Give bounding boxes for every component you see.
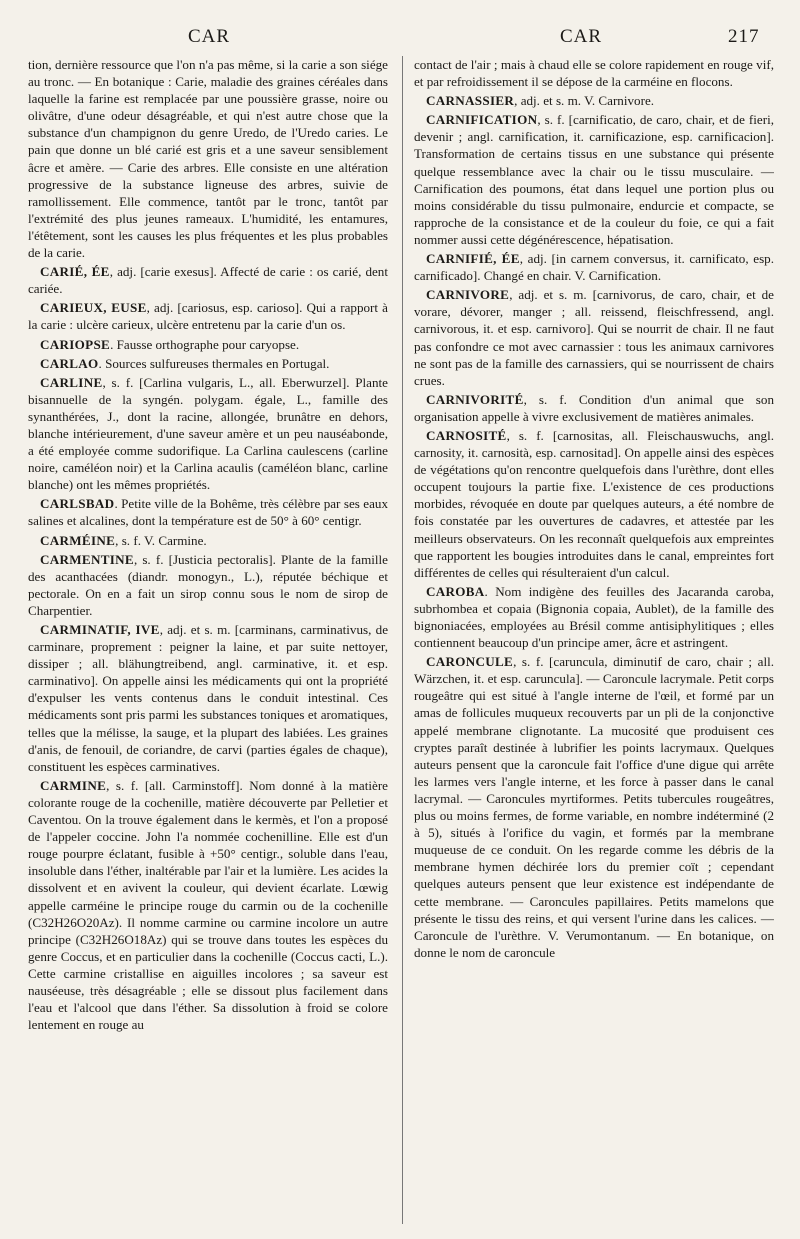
dictionary-entry (414, 427, 774, 581)
entry-headword: CARMÉINE (40, 532, 116, 548)
dictionary-entry (414, 583, 774, 651)
entry-headword: CARIOPSE (40, 336, 111, 352)
entry-text: , adj. et s. m. [carminans, carminativus, de carminare, proprement : peigner la laine, et par suite nettoyer, dissiper ; all. blähungtreibend, angl. carminative, it. et esp. carminativo]. On appelle ainsi les médicaments qui ont la propriété d'expulser les vents contenus dans le conduit intestinal. Ces médicaments sont pris parmi les substances toniques et aromatiques, telles que la mélisse, la sauge, et la plupart des labiées. Les graines d'anis, de fenouil, de coriandre, de carvi (parties égales de chaque), constituent les espèces carminatives. (28, 622, 388, 774)
running-header (0, 26, 800, 54)
dictionary-entry (28, 336, 388, 353)
entry-headword: CARONCULE (426, 654, 514, 670)
dictionary-entry (414, 653, 774, 961)
entry-text: , s. f. [all. Carminstoff]. Nom donné à la matière colorante rouge de la cochenille, matière découverte par Pelletier et Caventou. On la trouve également dans le kermès, et l'on a proposé de l'appeler coccine. John l'a nommée cochenilline. Elle est d'un rouge pourpre éclatant, fusible à +50° centigr., soluble dans l'eau, insoluble dans l'éther, inaltérable par l'air et la lumière. Les acides la dissolvent et en avivent la couleur, qui devient écarlate. Lœwig appelle carméine le principe rouge du carmin ou de la cochenille (C32H26O20Az). Il nomme carmine ou carmine incolore un autre principe (C32H26O18Az) qui se trouve dans toutes les espèces du genre Coccus, et en particulier dans la cochenille (Coccus cacti, L.). Cette carmine cristallise en aiguilles incolores ; sa saveur est nauséeuse, très désagréable ; elle se dissout plus facilement dans l'eau et l'alcool que dans l'éther. Sa dissolution à froid se colore lentement en rouge au (28, 777, 388, 1033)
dictionary-entry (414, 286, 774, 389)
entry-text: , s. f. [caruncula, diminutif de caro, chair ; all. Wärzchen, it. et esp. caruncula]. — Caroncule lacrymale. Petit corps rougeâtre qui est situé à l'angle interne de l'œil, et formé par un amas de follicules muqueux recouverts par un pli de la conjonctive appelé membrane clignotante. La mucosité que produisent ces cryptes paraît destinée à lubrifier les points lacrymaux. Quelques auteurs pensent que la caroncule fait l'office d'une digue qui arrête les larmes vers l'angle interne, et les force à passer dans le canal lacrymal. — Caroncules myrtiformes. Petits tubercules rougeâtres, plus ou moins fermes, de forme variable, en nombre indéterminé (2 à 5), situés à l'orifice du vagin, et formés par la membrane muqueuse de ce conduit. On les regarde comme les débris de la membrane hymen déchirée lors du premier coït ; cependant quelques auteurs pensent que leur existence est indépendante de cette membrane. — Caroncules papillaires. Petits mamelons que présente le tissu des reins, et qui versent l'urine dans les calices. — Caroncule de l'urèthre. V. Verumontanum. — En botanique, on donne le nom de caroncule (414, 654, 774, 960)
dictionary-entry (28, 495, 388, 529)
left-running-title: CAR (188, 26, 231, 47)
right-column (414, 56, 774, 1228)
entry-headword: CARLAO (40, 355, 99, 371)
entry-headword: CARNASSIER (426, 93, 515, 109)
entry-text: , s. f. [carnositas, all. Fleischauswuchs, angl. carnosity, it. carnosità, esp. carnositad]. On appelle ainsi des espèces de végétations qu'on rencontre quelquefois dans l'urèthre, dont elles occupent toujours la partie fixe. L'existence de ces productions morbides, révoquée en doute par quelques auteurs, a été nombre de fois constatée par les ouvertures de cadavres, et attestée par les meilleurs observateurs. On les reconnaît quelquefois aux empreintes que rapportent les bougies introduites dans le canal, empreintes fort différentes de celles qui résulteraient d'un calcul. (414, 427, 774, 580)
entry-text: . Petite ville de la Bohême, très célèbre par ses eaux salines et alcalines, dont la température est de 50° à 60° centigr. (28, 496, 388, 529)
entry-headword: CARMENTINE (40, 551, 134, 567)
dictionary-entry (414, 111, 774, 248)
entry-text: , adj. [cariosus, esp. carioso]. Qui a rapport à la carie : ulcère carieux, ulcère entretenu par la carie d'un os. (28, 300, 388, 333)
entry-text: , s. f. [carnificatio, de caro, chair, et de fieri, devenir ; angl. carnification, it. carnificazione, esp. carnificacion]. Transformation de certains tissus en une substance qui présente quelque ressemblance avec la chair ou le tissu musculaire. — Carnification des poumons, état dans lequel une portion plus ou moins considérable du tissu pulmonaire, endurcie et compacte, se rapproche de la consistance et de la couleur du foie, ce qui a fait nommer aussi cette dégénérescence, hépatisation. (414, 112, 774, 247)
entry-headword: CARMINE (40, 777, 107, 793)
entry-headword: CARNOSITÉ (426, 427, 507, 443)
dictionary-entry (414, 92, 774, 109)
entry-text: , adj. et s. m. [carnivorus, de caro, chair, et de vorare, dévorer, manger ; all. reissend, fleischfressend, angl. carnivorous, it. et esp. carnivoro]. Qui se nourrit de chair. Il ne faut pas confondre ce mot avec carnassier : tous les animaux carnivores ne sont pas de la famille des carnassiers, qui se nourrissent de chairs crues. (414, 287, 774, 388)
entry-headword: CAROBA (426, 583, 485, 599)
dictionary-entry (28, 551, 388, 619)
dictionary-entry (28, 532, 388, 549)
page-number: 217 (728, 26, 760, 47)
right-running-title: CAR (560, 26, 603, 47)
entry-text: tion, dernière ressource que l'on n'a pas même, si la carie a son siége au tronc. — En botanique : Carie, maladie des graines céréales dans laquelle la farine est remplacée par une poussière grasse, noire ou olivâtre, d'une odeur désagréable, et qui n'est autre chose que la substance d'un champignon du genre Uredo, de l'Uredo caries. Le pain que donne un blé carié est gris et a une saveur sensiblement âcre et amère. — Carie des arbres. Elle consiste en une altération progressive de la substance ligneuse des arbres, suivie de ramollissement. Elle commence, tantôt par le tronc, tantôt par l'extrémité des plus jeunes rameaux. L'humidité, les entamures, l'étêtement, sont les causes les plus fréquentes et les plus probables de la carie. (28, 57, 388, 261)
dictionary-entry (28, 299, 388, 333)
entry-text: , adj. et s. m. V. Carnivore. (514, 93, 655, 109)
entry-headword: CARLSBAD (40, 496, 115, 512)
entry-text: , adj. [carie exesus]. Affecté de carie : os carié, dent cariée. (28, 264, 388, 297)
entry-headword: CARMINATIF, IVE (40, 622, 160, 637)
entry-text: , s. f. [Justicia pectoralis]. Plante de la famille des acanthacées (diandr. monogyn., L.), réputée béchique et pectorale. On en a fait un sirop connu sous le nom de sirop de Charpentier. (28, 551, 388, 618)
entry-headword: CARNIVORITÉ (426, 391, 524, 407)
left-column (28, 56, 388, 1228)
continued-text (414, 56, 774, 90)
dictionary-entry (28, 374, 388, 494)
entry-headword: CARNIVORE (426, 287, 510, 303)
entry-text: contact de l'air ; mais à chaud elle se colore rapidement en rouge vif, et par refroidissement il se dépose de la carméine en flocons. (414, 57, 774, 90)
continued-text (28, 56, 388, 261)
entry-text: , s. f. Condition d'un animal que son organisation appelle à vivre exclusivement de matières animales. (414, 391, 774, 424)
entry-text: . Nom indigène des feuilles des Jacaranda caroba, subrhombea et copaia (Bignonia copaia, Aublet), de la famille des bignoniacées, employées au Brésil comme antisiphylitiques ; elles contiennent beaucoup d'un principe amer, âcre et astringent. (414, 583, 774, 651)
dictionary-entry (414, 250, 774, 284)
entry-headword: CARIEUX, EUSE (40, 300, 147, 316)
entry-text: . Sources sulfureuses thermales en Portugal. (98, 355, 330, 371)
dictionary-entry (414, 391, 774, 425)
entry-text: , s. f. [Carlina vulgaris, L., all. Eberwurzel]. Plante bisannuelle de la syngén. polygam. égale, L., famille des synanthérées, J., dont la racine, allongée, brunâtre en dehors, blanche intérieurement, d'une saveur amère et un peu nauséabonde, a été employée comme sudorifique. La Carlina caulescens (carline noire, caméléon noir) et la Carlina acaulis (caméléon blanc, carline blanche) ont les mêmes propriétés. (28, 374, 388, 493)
entry-text: , s. f. V. Carmine. (115, 532, 207, 548)
column-divider (402, 56, 403, 1224)
dictionary-entry (28, 621, 388, 775)
dictionary-entry (28, 355, 388, 372)
entry-headword: CARNIFICATION (426, 112, 538, 128)
entry-headword: CARIÉ, ÉE (40, 264, 110, 280)
dictionary-entry (28, 777, 388, 1033)
entry-headword: CARNIFIÉ, ÉE (426, 251, 520, 267)
dictionary-entry (28, 263, 388, 297)
entry-text: . Fausse orthographe pour caryopse. (110, 336, 300, 352)
entry-text: , adj. [in carnem conversus, it. carnificato, esp. carnificado]. Changé en chair. V. Carnification. (414, 251, 774, 284)
entry-headword: CARLINE (40, 374, 103, 390)
